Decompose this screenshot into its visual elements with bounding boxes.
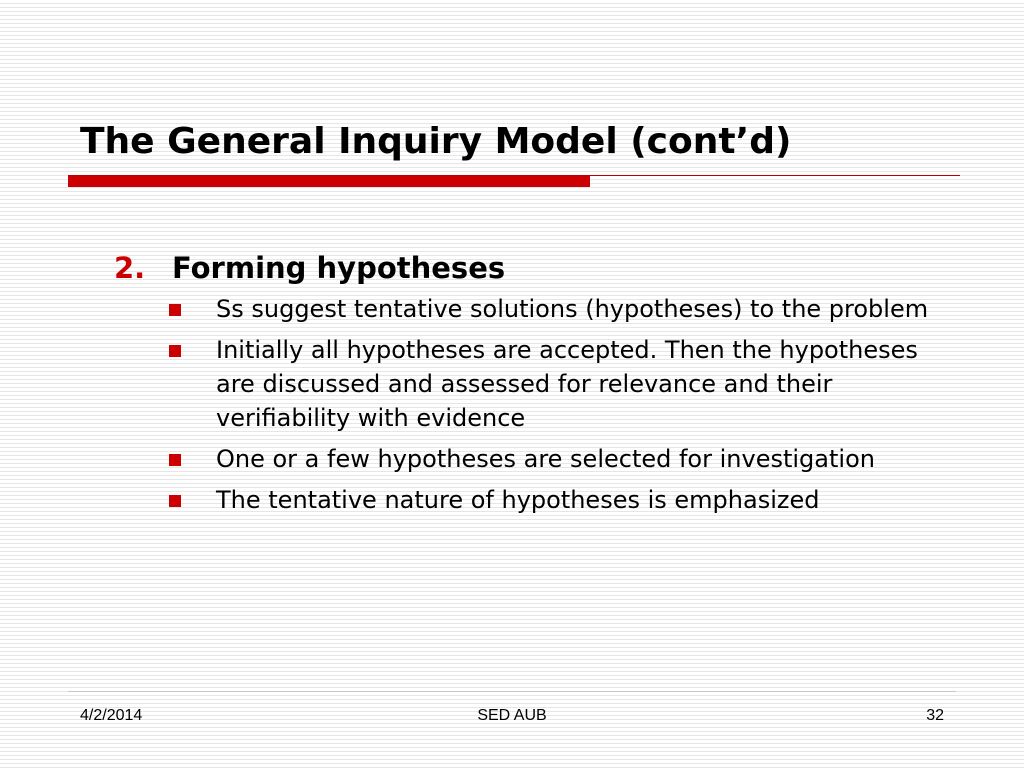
footer-date: 4/2/2014 xyxy=(80,707,143,724)
slide-title: The General Inquiry Model (cont’d) xyxy=(80,121,792,162)
bullet-text: One or a few hypotheses are selected for investigation xyxy=(216,445,875,473)
bullet-text: Initially all hypotheses are accepted. Then the hypotheses are discussed and assessed for relevance and their verifiability with evidence xyxy=(216,336,918,432)
list-item xyxy=(168,442,958,476)
square-bullet-icon xyxy=(169,304,181,316)
list-item xyxy=(168,333,958,435)
section-title: Forming hypotheses xyxy=(172,251,506,285)
bullet-text: The tentative nature of hypotheses is emphasized xyxy=(216,486,820,514)
page-number: 32 xyxy=(926,707,944,724)
square-bullet-icon xyxy=(169,345,181,357)
bullet-text: Ss suggest tentative solutions (hypotheses) to the problem xyxy=(216,295,929,323)
bullet-list xyxy=(168,292,958,524)
square-bullet-icon xyxy=(169,454,181,466)
footer-divider xyxy=(68,691,956,692)
section-number: 2. xyxy=(114,251,146,285)
square-bullet-icon xyxy=(169,495,181,507)
footer-center-text: SED AUB xyxy=(477,707,547,724)
list-item xyxy=(168,292,958,326)
title-underline-thick xyxy=(68,176,590,187)
section-heading xyxy=(114,248,974,288)
list-item xyxy=(168,483,958,517)
